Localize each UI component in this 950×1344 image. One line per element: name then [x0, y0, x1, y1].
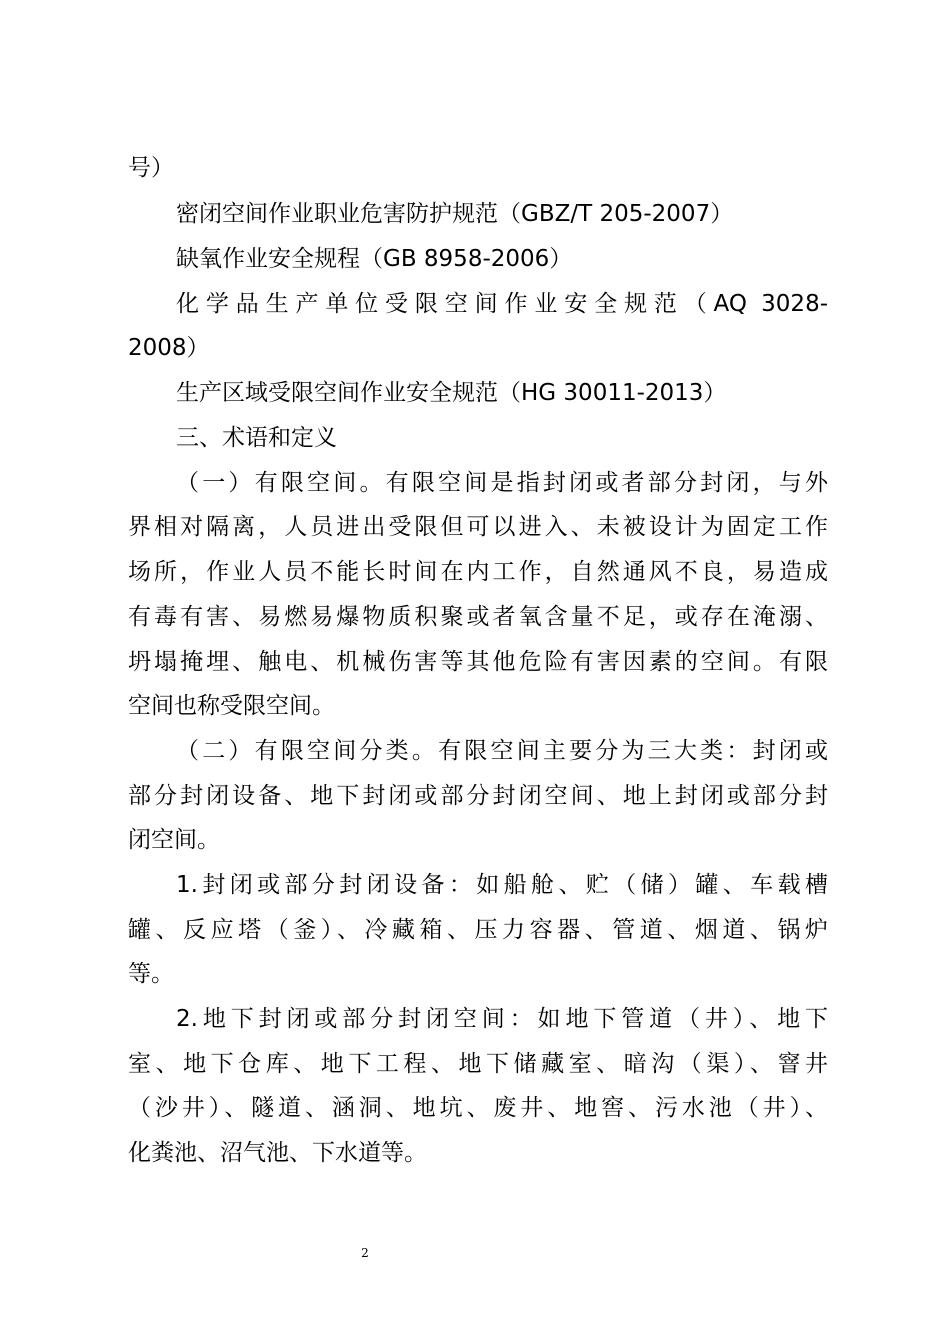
- reference-hg-30011: 生产区域受限空间作业安全规范（HG 30011-2013）: [176, 380, 727, 406]
- definition-1-line-5: 坍塌掩埋、触电、机械伤害等其他危险有害因素的空间。有限: [128, 649, 828, 675]
- continuation-line: 号）: [128, 155, 174, 181]
- item-2-line-4: 化粪池、沼气池、下水道等。: [128, 1140, 427, 1166]
- page-number: 2: [361, 1246, 369, 1260]
- item-1-line-1: 1.封闭或部分封闭设备：如船舱、贮（储）罐、车载槽: [176, 872, 828, 898]
- definition-2-line-2: 部分封闭设备、地下封闭或部分封闭空间、地上封闭或部分封: [128, 783, 828, 809]
- definition-1-line-6: 空间也称受限空间。: [128, 693, 335, 719]
- reference-gb-8958: 缺氧作业安全规程（GB 8958-2006）: [176, 246, 573, 272]
- definition-1-line-2: 界相对隔离，人员进出受限但可以进入、未被设计为固定工作: [128, 514, 828, 540]
- item-1-line-2: 罐、反应塔（釜）、冷藏箱、压力容器、管道、烟道、锅炉: [128, 917, 828, 943]
- definition-1-line-4: 有毒有害、易燃易爆物质积聚或者氧含量不足，或存在淹溺、: [128, 604, 828, 630]
- item-2-line-2: 室、地下仓库、地下工程、地下储藏室、暗沟（渠）、窨井: [128, 1051, 828, 1077]
- definition-1-line-3: 场所，作业人员不能长时间在内工作，自然通风不良，易造成: [128, 559, 828, 585]
- item-1-line-3: 等。: [128, 961, 174, 987]
- definition-1-line-1: （一）有限空间。有限空间是指封闭或者部分封闭，与外: [176, 470, 828, 496]
- item-2-line-3: （沙井）、隧道、涵洞、地坑、废井、地窖、污水池（井）、: [128, 1095, 828, 1121]
- item-2-line-1: 2.地下封闭或部分封闭空间：如地下管道（井）、地下: [176, 1006, 828, 1032]
- definition-2-line-1: （二）有限空间分类。有限空间主要分为三大类：封闭或: [176, 738, 828, 764]
- reference-aq-3028: 化学品生产单位受限空间作业安全规范（AQ 3028-: [176, 291, 828, 317]
- reference-aq-3028-year: 2008）: [128, 335, 210, 361]
- section-heading: 三、术语和定义: [176, 425, 337, 451]
- definition-2-line-3: 闭空间。: [128, 827, 220, 853]
- reference-gbz-205: 密闭空间作业职业危害防护规范（GBZ/T 205-2007）: [176, 201, 734, 227]
